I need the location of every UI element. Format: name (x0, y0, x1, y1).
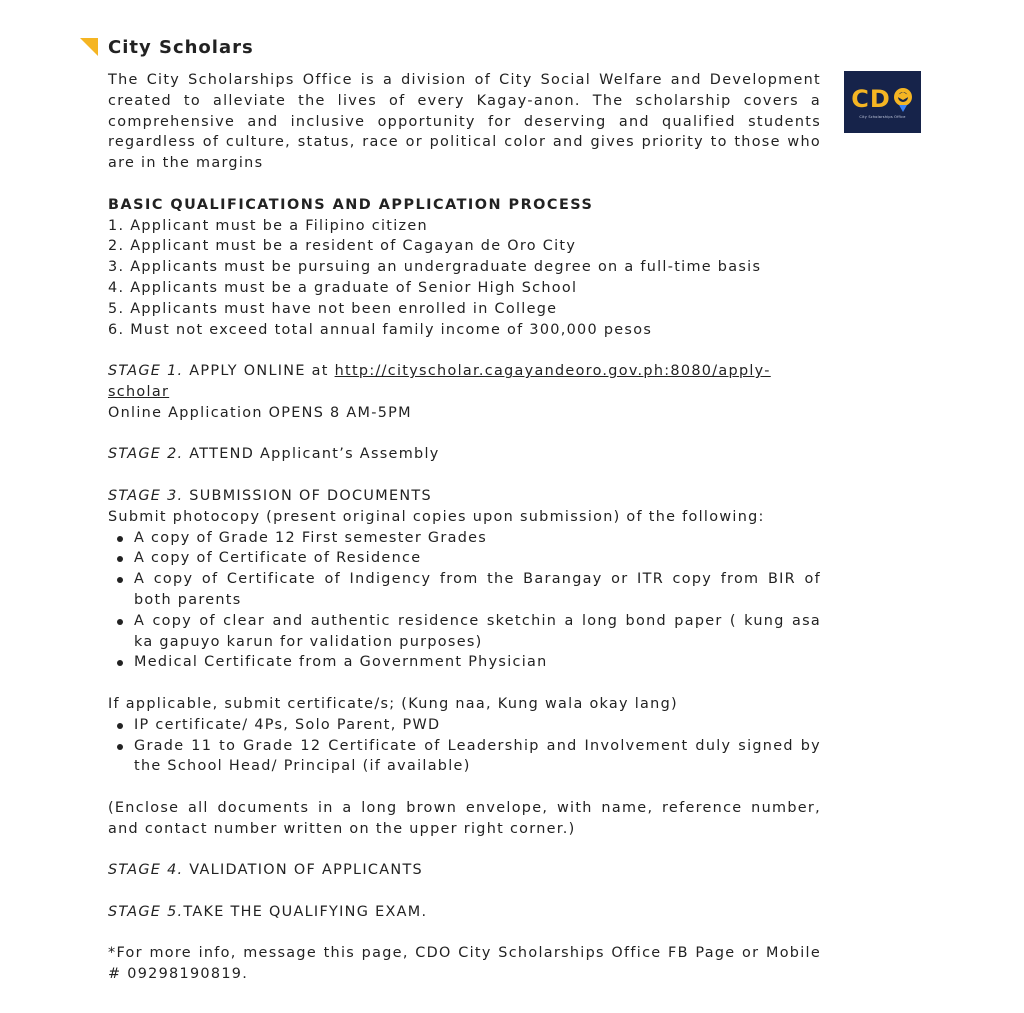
stage-1 (108, 361, 821, 403)
stage-5-label: STAGE 5. (108, 903, 184, 920)
stage-3-text: SUBMISSION OF DOCUMENTS (183, 487, 432, 504)
qualification-item: 6. Must not exceed total annual family income of 300,000 pesos (108, 321, 653, 338)
stage-1-label: STAGE 1. (108, 363, 184, 380)
content (108, 70, 821, 985)
optional-intro: If applicable, submit certificate/s; (Kung naa, Kung wala okay lang) (108, 695, 678, 712)
logo-subtitle: City Scholarships Office (859, 114, 906, 119)
stage-5-text: TAKE THE QUALIFYING EXAM. (183, 903, 428, 920)
page-title: City Scholars (108, 36, 254, 58)
list-item: A copy of Grade 12 First semester Grades (108, 528, 821, 549)
list-item: IP certificate/ 4Ps, Solo Parent, PWD (108, 715, 821, 736)
stage-2-label: STAGE 2. (108, 446, 184, 463)
apply-online-link[interactable]: http://cityscholar.cagayandeoro.gov.ph:8080/apply-scholar (108, 363, 771, 400)
qualification-item: 4. Applicants must be a graduate of Senior High School (108, 279, 578, 296)
qualification-item: 1. Applicant must be a Filipino citizen (108, 217, 428, 234)
logo-wordmark (851, 86, 914, 112)
list-item: Medical Certificate from a Government Physician (108, 652, 821, 673)
stage-4-text: VALIDATION OF APPLICANTS (183, 862, 423, 879)
footer-note: *For more info, message this page, CDO City Scholarships Office FB Page or Mobile # 09298190819. (108, 945, 821, 983)
stage-1-note: Online Application OPENS 8 AM-5PM (108, 404, 412, 421)
stage-2 (108, 444, 821, 465)
cdo-logo (844, 71, 921, 133)
logo-letter-d: D (869, 84, 891, 113)
qualification-item: 3. Applicants must be pursuing an undergraduate degree on a full-time basis (108, 259, 762, 276)
stage-4-label: STAGE 4. (108, 862, 184, 879)
stage-3 (108, 486, 821, 507)
title-row (80, 34, 254, 60)
intro-paragraph: The City Scholarships Office is a division of City Social Welfare and Development created to alleviate the lives of every Kagay-anon. The scholarship covers a comprehensive and inclusive opportunity for deserving and qualified students regardless of culture, status, race or political color and gives priority to those who are in the margins (108, 72, 821, 172)
documents-list (108, 528, 821, 674)
enclose-note: (Enclose all documents in a long brown envelope, with name, reference number, and contact number written on the upper right corner.) (108, 799, 821, 837)
list-item: A copy of clear and authentic residence sketchin a long bond paper ( kung asa ka gapuyo karun for validation purposes) (108, 611, 821, 653)
qualifications-heading: BASIC QUALIFICATIONS AND APPLICATION PROCESS (108, 196, 594, 213)
qualification-item: 2. Applicant must be a resident of Cagayan de Oro City (108, 238, 577, 255)
stage-4 (108, 860, 821, 881)
logo-letter-c: C (851, 84, 870, 113)
stage-5 (108, 902, 821, 923)
list-item: A copy of Certificate of Residence (108, 548, 821, 569)
optional-documents-list (108, 715, 821, 777)
stage-2-text: ATTEND Applicant’s Assembly (183, 446, 440, 463)
stage-1-text: APPLY ONLINE at (183, 363, 335, 380)
stage-3-intro: Submit photocopy (present original copies upon submission) of the following: (108, 508, 765, 525)
stage-3-label: STAGE 3. (108, 487, 184, 504)
corner-triangle-icon (80, 38, 98, 56)
graduation-pin-icon (892, 86, 914, 112)
list-item: A copy of Certificate of Indigency from the Barangay or ITR copy from BIR of both parents (108, 569, 821, 611)
qualification-item: 5. Applicants must have not been enrolled in College (108, 300, 558, 317)
list-item: Grade 11 to Grade 12 Certificate of Leadership and Involvement duly signed by the School Head/ Principal (if available) (108, 736, 821, 778)
